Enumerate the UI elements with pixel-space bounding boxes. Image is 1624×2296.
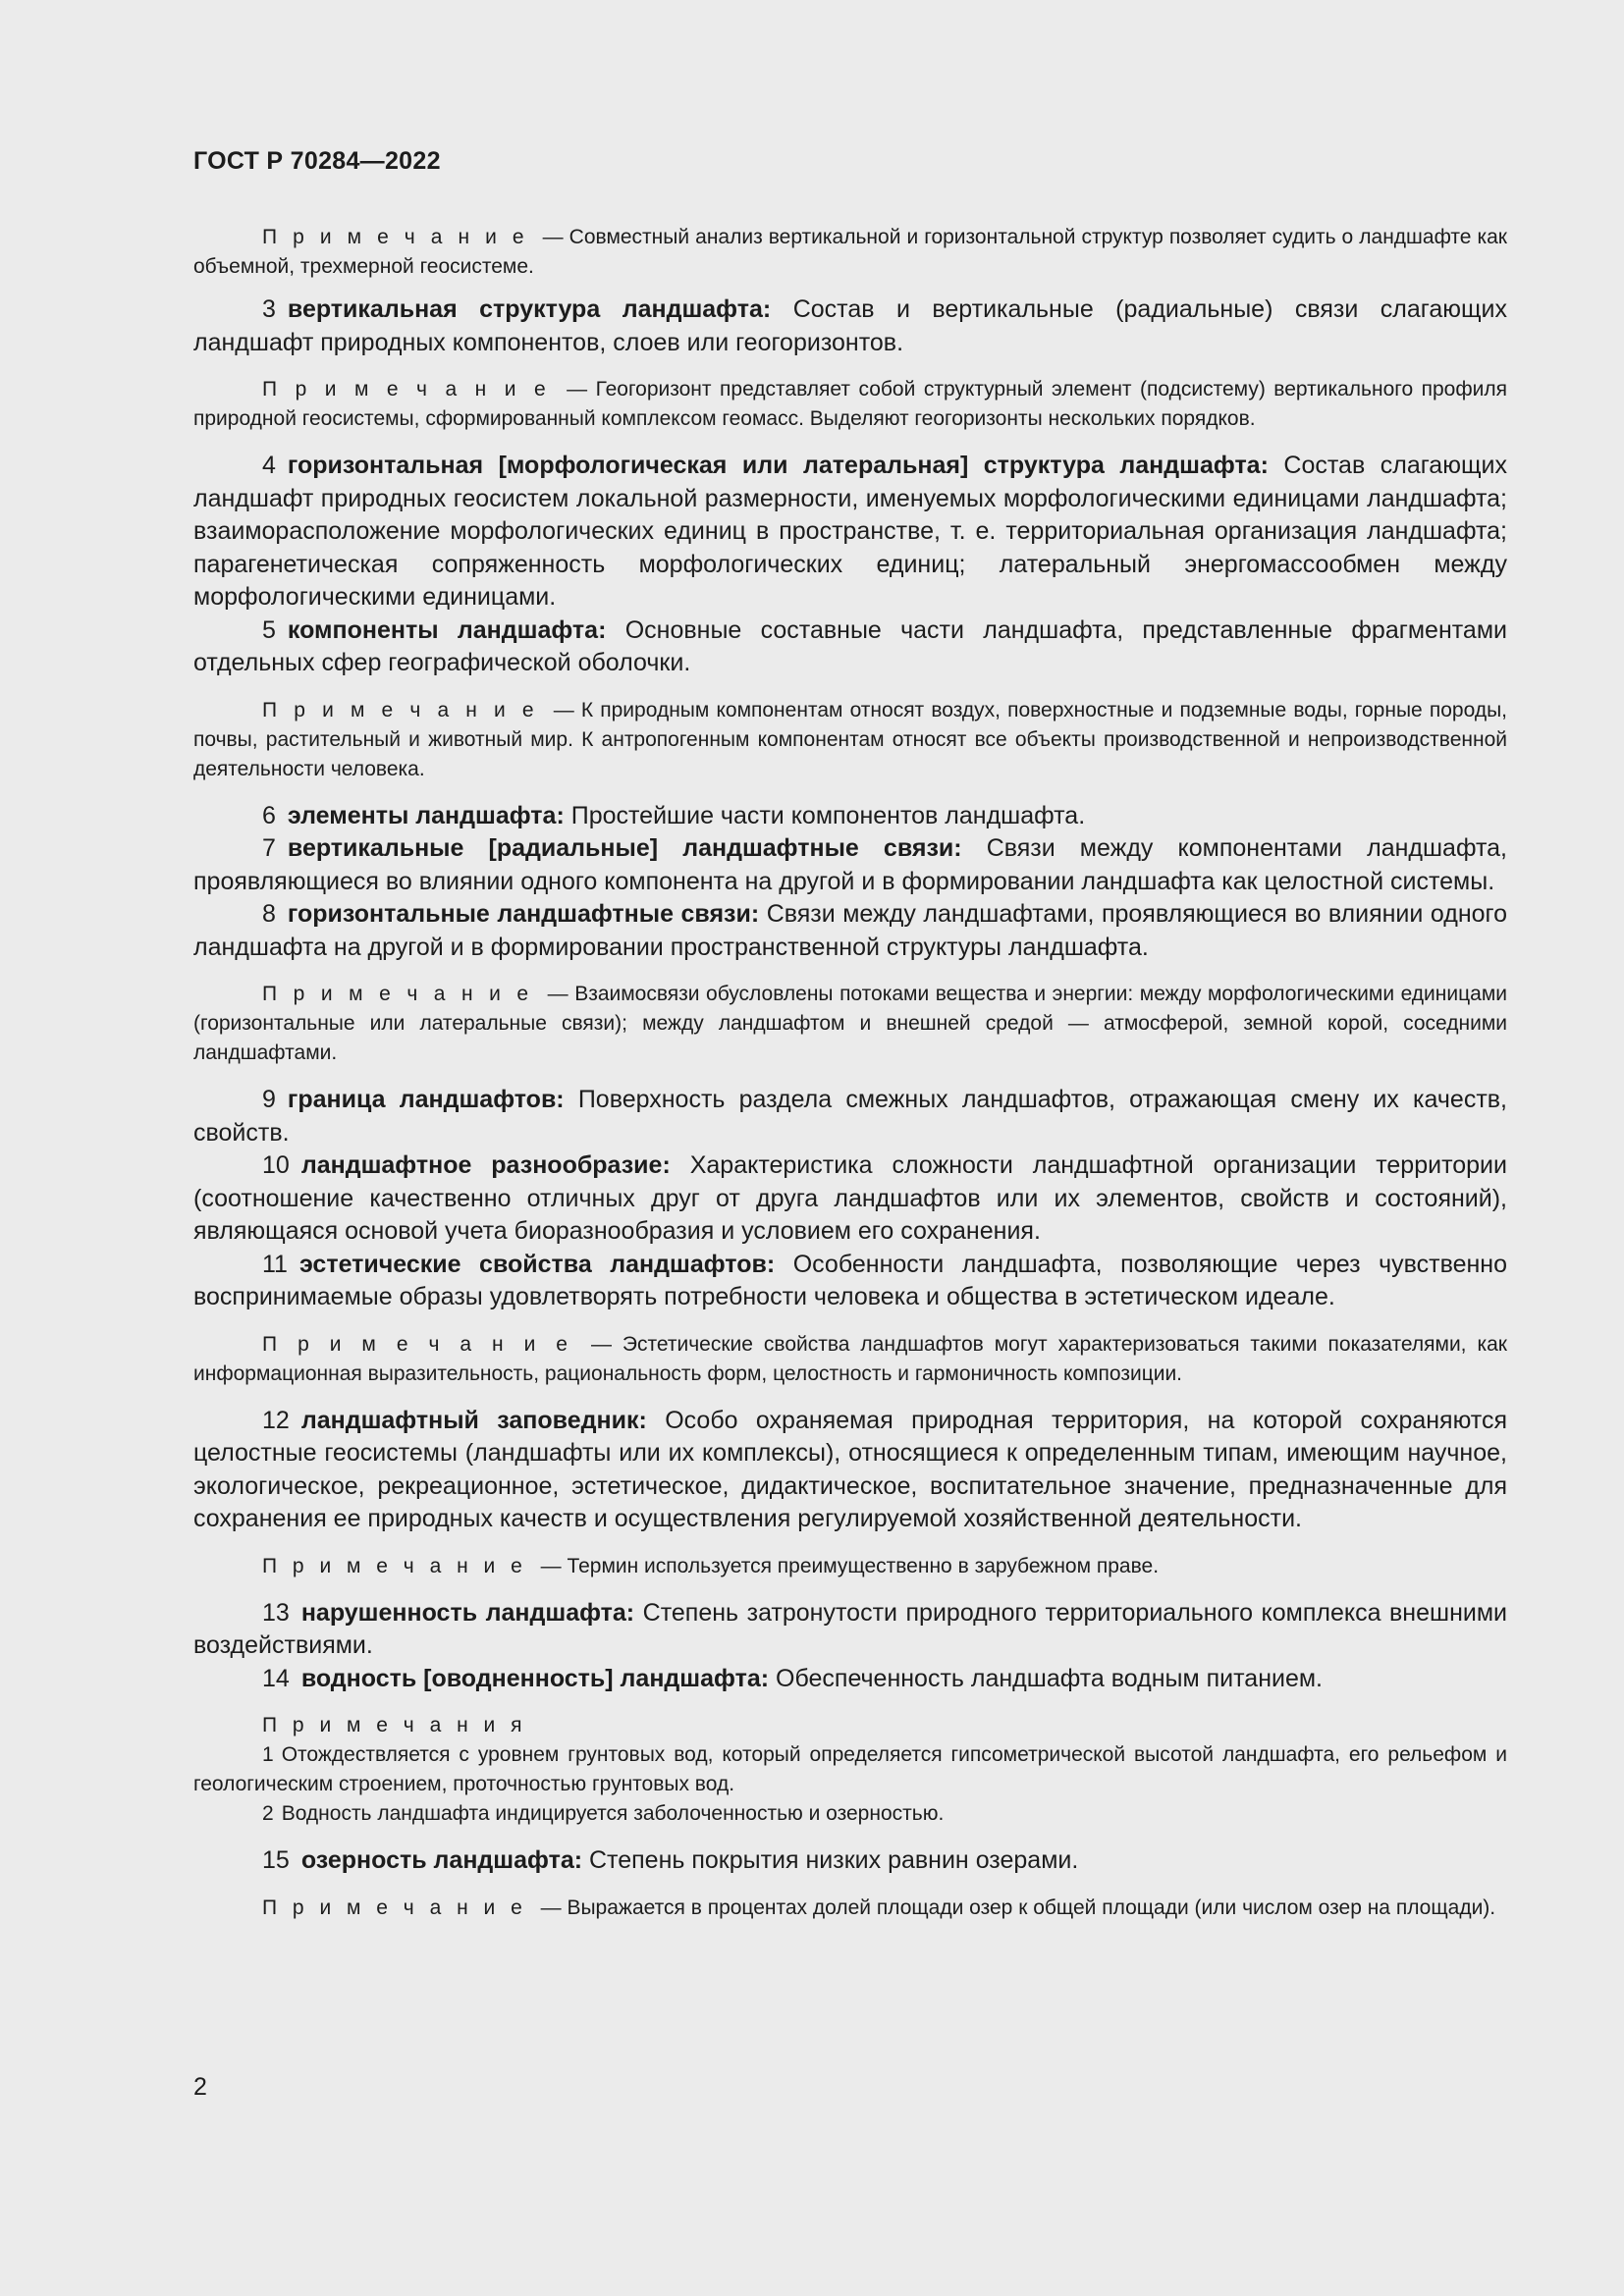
term-name: нарушенность ландшафта: [300, 1598, 635, 1627]
term-number: 13 [262, 1598, 290, 1627]
term-entry [193, 614, 1507, 680]
term-number: 6 [262, 801, 276, 829]
term-definition: Особенности ландшафта, позволяющие через чувственно воспринимаемые образы удовлетворять потребности человека и общества в эстетическом идеале. [193, 1250, 1507, 1310]
term-number: 11 [262, 1250, 288, 1278]
notes-item-number: 2 [262, 1802, 274, 1825]
term-entry [193, 800, 1507, 833]
note-text: — Геогоризонт представляет собой структурный элемент (подсистему) вертикального профиля природной геосистемы, сформированный комплексом геомасс. Выделяют геогоризонты нескольких порядков. [193, 378, 1507, 430]
term-name: горизонтальная [морфологическая или латеральная] структура ландшафта: [287, 452, 1269, 479]
term-definition: Простейшие части компонентов ландшафта. [570, 801, 1086, 829]
notes-item-text: Водность ландшафта индицируется заболоченностью и озерностью. [281, 1802, 945, 1825]
note-text: — Совместный анализ вертикальной и горизонтальной структур позволяет судить о ландшафте как объемной, трехмерной геосистеме. [193, 226, 1507, 278]
notes-item [193, 1799, 1507, 1829]
notes-heading: П р и м е ч а н и я [262, 1714, 527, 1736]
note-text: — К природным компонентам относят воздух, поверхностные и подземные воды, горные породы, почвы, растительный и животный мир. К антропогенным компонентам относят все объекты производственной и непроизводственной деятельности человека. [193, 698, 1508, 780]
term-number: 12 [262, 1406, 290, 1434]
note-label: П р и м е ч а н и е [262, 1896, 527, 1919]
term-name: вертикальные [радиальные] ландшафтные связи: [287, 834, 962, 862]
term-number: 10 [262, 1151, 290, 1179]
note-label: П р и м е ч а н и е [262, 378, 551, 400]
note [193, 696, 1507, 784]
term-definition: Степень покрытия низких равнин озерами. [589, 1846, 1079, 1874]
note [193, 375, 1507, 434]
note [193, 1894, 1507, 1923]
term-name: горизонтальные ландшафтные связи: [287, 900, 760, 928]
term-definition: Связи между ландшафтами, проявляющиеся во влиянии одного ландшафта на другой и в формировании пространственной структуры ландшафта. [193, 900, 1508, 961]
note [193, 1330, 1507, 1389]
note [193, 223, 1507, 282]
term-name: эстетические свойства ландшафтов: [298, 1250, 776, 1278]
term-entry [193, 1405, 1507, 1536]
term-entry [193, 1663, 1507, 1696]
term-entry [193, 1249, 1507, 1314]
term-entry [193, 1844, 1507, 1878]
term-number: 4 [262, 452, 276, 479]
notes-item-text: Отождествляется с уровнем грунтовых вод, который определяется гипсометрической высотой ландшафта, его рельефом и геологическим строением, проточностью грунтовых вод. [193, 1743, 1507, 1795]
term-definition: Поверхность раздела смежных ландшафтов, отражающая смену их качеств, свойств. [193, 1086, 1508, 1147]
term-number: 15 [262, 1846, 290, 1874]
note-label: П р и м е ч а н и е [262, 1554, 527, 1577]
term-entry [193, 1597, 1507, 1663]
term-number: 5 [262, 615, 276, 644]
page-number: 2 [193, 2073, 207, 2101]
term-name: граница ландшафтов: [287, 1086, 565, 1113]
term-entry [193, 898, 1507, 964]
note [193, 1552, 1507, 1581]
note-label: П р и м е ч а н и е [262, 1332, 572, 1356]
term-definition: Связи между компонентами ландшафта, проявляющиеся во влиянии одного компонента на другой и в формировании ландшафта как целостной системы. [193, 834, 1507, 895]
term-definition: Основные составные части ландшафта, представленные фрагментами отдельных сфер географической оболочки. [193, 615, 1507, 676]
note-label: П р и м е ч а н и е [262, 226, 529, 248]
note-label: П р и м е ч а н и е [262, 698, 539, 721]
term-name: вертикальная структура ландшафта: [287, 295, 772, 323]
term-name: водность [оводненность] ландшафта: [300, 1664, 770, 1692]
note-label: П р и м е ч а н и е [262, 983, 534, 1005]
note-text: — Взаимосвязи обусловлены потоками вещества и энергии: между морфологическими единицами (горизонтальные или латеральные связи); между ландшафтом и внешней средой — атмосферой, земной корой, соседними ландшафтами. [193, 983, 1507, 1064]
term-entry [193, 294, 1507, 359]
note [193, 980, 1507, 1068]
term-number: 9 [262, 1086, 276, 1113]
document-body [193, 223, 1507, 1923]
term-entry [193, 1149, 1507, 1249]
notes-item [193, 1740, 1507, 1799]
term-definition: Состав слагающих ландшафт природных геосистем локальной размерности, именуемых морфологическими единицами ландшафта; взаиморасположение морфологических единиц в пространстве, т. е. территориальная организация ландшафта; парагенетическая сопряженность морфологических единиц; латеральный энергомассообмен между морфологическими единицами. [193, 452, 1507, 611]
term-entry [193, 450, 1507, 614]
term-definition: Состав и вертикальные (радиальные) связи слагающих ландшафт природных компонентов, слоев или геогоризонтов. [193, 295, 1508, 356]
term-name: компоненты ландшафта: [287, 615, 607, 644]
term-name: ландшафтный заповедник: [300, 1406, 647, 1434]
term-entry [193, 1084, 1507, 1149]
term-definition: Обеспеченность ландшафта водным питанием. [776, 1664, 1323, 1692]
document-header: ГОСТ Р 70284—2022 [193, 147, 441, 175]
term-entry [193, 832, 1507, 898]
term-name: озерность ландшафта: [300, 1846, 583, 1874]
notes-item-number: 1 [262, 1743, 274, 1766]
term-definition: Характеристика сложности ландшафтной организации территории (соотношение качественно отличных друг от друга ландшафтов или их элементов, свойств и состояний), являющаяся основой учета биоразнообразия и условием его сохранения. [193, 1151, 1507, 1245]
term-number: 3 [262, 295, 276, 323]
term-name: ландшафтное разнообразие: [300, 1151, 671, 1179]
term-definition: Степень затронутости природного территориального комплекса внешними воздействиями. [193, 1598, 1507, 1659]
note-text: — Эстетические свойства ландшафтов могут характеризоваться такими показателями, как информационная выразительность, рациональность форм, целостность и гармоничность композиции. [193, 1332, 1507, 1385]
term-name: элементы ландшафта: [287, 801, 565, 829]
note-text: — Выражается в процентах долей площади озер к общей площади (или числом озер на площади). [540, 1896, 1496, 1919]
term-number: 14 [262, 1664, 290, 1692]
term-number: 7 [262, 834, 276, 862]
term-number: 8 [262, 900, 276, 928]
note-text: — Термин используется преимущественно в зарубежном праве. [540, 1554, 1160, 1577]
term-definition: Особо охраняемая природная территория, на которой сохраняются целостные геосистемы (ландшафты или их комплексы), относящиеся к определенным типам, имеющим научное, экологическое, рекреационное, эстетическое, дидактическое, воспитательное значение, предназначенные для сохранения ее природных качеств и осуществления регулируемой хозяйственной деятельности. [193, 1406, 1507, 1532]
